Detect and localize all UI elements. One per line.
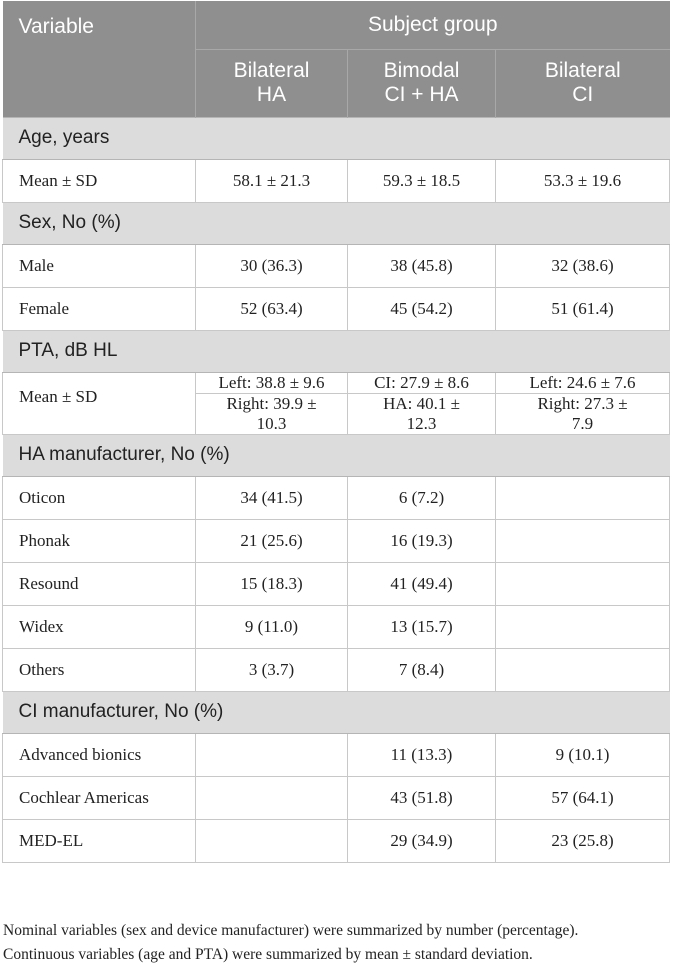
section-sex: Sex, No (%) <box>3 202 670 244</box>
cell-value: 38 (45.8) <box>348 244 496 287</box>
table-row <box>3 287 670 330</box>
cell-value: Right: 39.9 ± 10.3 <box>196 393 348 434</box>
footnote: Nominal variables (sex and device manufacturer) were summarized by number (percentage). <box>3 922 579 939</box>
table-row <box>3 476 670 519</box>
table-row <box>3 244 670 287</box>
cell-value: 9 (10.1) <box>496 733 670 776</box>
row-label: Phonak <box>3 519 196 562</box>
section-ha-manufacturer: HA manufacturer, No (%) <box>3 434 670 476</box>
row-label: Mean ± SD <box>3 159 196 202</box>
row-label: Advanced bionics <box>3 733 196 776</box>
cell-value: 45 (54.2) <box>348 287 496 330</box>
header-bilateral-ha: Bilateral HA <box>233 59 310 106</box>
cell-value <box>496 476 670 519</box>
cell-value: 57 (64.1) <box>496 776 670 819</box>
cell-value: 30 (36.3) <box>196 244 348 287</box>
cell-value <box>196 776 348 819</box>
row-label: Male <box>3 244 196 287</box>
row-label: Cochlear Americas <box>3 776 196 819</box>
section-pta: PTA, dB HL <box>3 330 670 372</box>
table-row <box>3 372 670 393</box>
section-age: Age, years <box>3 117 670 159</box>
cell-value: 51 (61.4) <box>496 287 670 330</box>
cell-value <box>496 605 670 648</box>
table-row <box>3 819 670 862</box>
cell-value: Left: 38.8 ± 9.6 <box>196 372 348 393</box>
cell-value: 52 (63.4) <box>196 287 348 330</box>
row-label: Widex <box>3 605 196 648</box>
row-label: Others <box>3 648 196 691</box>
cell-value: 21 (25.6) <box>196 519 348 562</box>
cell-value <box>196 819 348 862</box>
cell-value: 6 (7.2) <box>348 476 496 519</box>
cell-value <box>496 648 670 691</box>
row-label: Resound <box>3 562 196 605</box>
table-row <box>3 562 670 605</box>
cell-value: 32 (38.6) <box>496 244 670 287</box>
cell-value: 16 (19.3) <box>348 519 496 562</box>
cell-value: 58.1 ± 21.3 <box>196 159 348 202</box>
demographics-table <box>2 1 670 863</box>
row-label: Mean ± SD <box>3 372 196 434</box>
header-variable: Variable <box>3 1 196 117</box>
cell-value <box>496 519 670 562</box>
cell-value: CI: 27.9 ± 8.6 <box>348 372 496 393</box>
cell-value: 41 (49.4) <box>348 562 496 605</box>
table-row <box>3 776 670 819</box>
cell-value: 15 (18.3) <box>196 562 348 605</box>
footnote: Continuous variables (age and PTA) were summarized by mean ± standard deviation. <box>3 946 533 963</box>
cell-value: 3 (3.7) <box>196 648 348 691</box>
cell-value: Right: 27.3 ± 7.9 <box>496 393 670 434</box>
demographics-table-container <box>2 1 669 863</box>
row-label: Female <box>3 287 196 330</box>
cell-value: 9 (11.0) <box>196 605 348 648</box>
row-label: Oticon <box>3 476 196 519</box>
cell-value: 29 (34.9) <box>348 819 496 862</box>
cell-value: HA: 40.1 ± 12.3 <box>348 393 496 434</box>
cell-value <box>496 562 670 605</box>
cell-value: 34 (41.5) <box>196 476 348 519</box>
header-bilateral-ci: Bilateral CI <box>544 59 621 106</box>
table-row <box>3 605 670 648</box>
cell-value: Left: 24.6 ± 7.6 <box>496 372 670 393</box>
cell-value: 53.3 ± 19.6 <box>496 159 670 202</box>
section-ci-manufacturer: CI manufacturer, No (%) <box>3 691 670 733</box>
cell-value: 11 (13.3) <box>348 733 496 776</box>
header-subject-group: Subject group <box>196 1 670 49</box>
table-row <box>3 159 670 202</box>
table-row <box>3 648 670 691</box>
table-row <box>3 519 670 562</box>
cell-value: 43 (51.8) <box>348 776 496 819</box>
header-bimodal: Bimodal CI + HA <box>348 49 496 117</box>
cell-value: 7 (8.4) <box>348 648 496 691</box>
cell-value: 59.3 ± 18.5 <box>348 159 496 202</box>
row-label: MED-EL <box>3 819 196 862</box>
cell-value: 13 (15.7) <box>348 605 496 648</box>
cell-value <box>196 733 348 776</box>
table-footnotes <box>3 919 671 967</box>
cell-value: 23 (25.8) <box>496 819 670 862</box>
table-row <box>3 733 670 776</box>
